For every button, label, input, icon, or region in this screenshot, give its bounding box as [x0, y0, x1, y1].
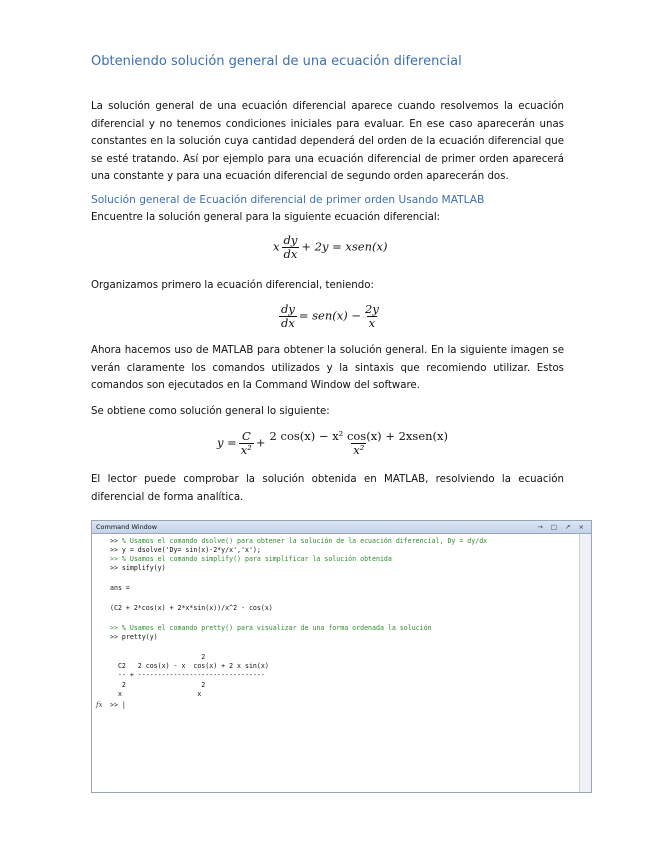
- window-controls[interactable]: → □ ↗ ×: [537, 523, 587, 531]
- page-title: Obteniendo solución general de una ecuación diferencial: [91, 54, 462, 69]
- pretty-output: x x: [110, 690, 202, 698]
- equation-2: [277, 303, 383, 330]
- equation-3: [217, 430, 452, 457]
- section-heading: Solución general de Ecuación diferencial de primer orden Usando MATLAB: [91, 194, 485, 206]
- command-prompt[interactable]: >> |: [110, 701, 126, 709]
- eq3-lead: y =: [217, 435, 237, 450]
- eq1-rest: + 2y = xsen(x): [301, 239, 388, 254]
- eq2-mid: = sen(x) −: [298, 308, 362, 323]
- solution-intro: Se obtiene como solución general lo siguiente:: [91, 406, 330, 417]
- matlab-command-window: [91, 520, 592, 793]
- cmd-line: >> simplify(y): [110, 564, 166, 572]
- pretty-output: 2 2: [110, 681, 206, 689]
- cmd-line: >> pretty(y): [110, 633, 158, 641]
- eq2-den: dx: [281, 316, 295, 330]
- command-window-title: Command Window: [96, 523, 158, 531]
- eq3-den1: x²: [240, 443, 252, 457]
- command-window-titlebar: [92, 521, 591, 534]
- comment-line: >> % Usamos el comando pretty() para visualizar de una forma ordenada la solución: [110, 624, 432, 632]
- eq3-num1: C: [241, 429, 251, 443]
- eq2-fraction-2: [363, 303, 381, 330]
- cmd-line: >> % Usamos el comando dsolve() para obtener la solución de la ecuación diferencial, Dy = dy/dx: [110, 537, 488, 545]
- intro-paragraph: La solución general de una ecuación diferencial aparece cuando resolvemos la ecuación diferencial y no tenemos condiciones iniciales para evaluar. En ese caso aparecerán unas constantes en la solución cuya cantidad dependerá del orden de la ecuación diferencial que se esté tratando. Así por ejemplo para una ecuación diferencial de primer orden aparecerá una constante y para una ecuación diferencial de segundo orden aparecerán dos.: [91, 101, 564, 182]
- eq2-num2: 2y: [365, 302, 379, 316]
- eq1-den: dx: [283, 247, 298, 261]
- matlab-paragraph: Ahora hacemos uso de MATLAB para obtener la solución general. En la siguiente imagen se verán claramente los comandos utilizados y la sintaxis que recomiendo utilizar. Estos comandos son ejecutados en la Command Window del software.: [91, 345, 564, 391]
- eq2-num: dy: [281, 302, 295, 316]
- eq3-num2: 2 cos(x) − x² cos(x) + 2xsen(x): [269, 429, 448, 443]
- pretty-output: -- + --------------------------------: [110, 671, 265, 679]
- fx-icon[interactable]: fx: [96, 701, 103, 709]
- ans-value: (C2 + 2*cos(x) + 2*x*sin(x))/x^2 - cos(x): [110, 604, 273, 612]
- equation-1: [273, 234, 387, 261]
- pretty-output: C2 2 cos(x) - x cos(x) + 2 x sin(x): [110, 662, 269, 670]
- command-window-body[interactable]: [92, 534, 579, 792]
- cmd-line: >> y = dsolve('Dy= sin(x)-2*y/x','x');: [110, 546, 261, 554]
- comment-line: >> % Usamos el comando simplify() para simplificar la solución obtenida: [110, 555, 392, 563]
- eq2-fraction-1: [279, 303, 297, 330]
- eq1-num: dy: [283, 233, 298, 247]
- vertical-scrollbar[interactable]: [579, 534, 591, 792]
- problem-statement: Encuentre la solución general para la siguiente ecuación diferencial:: [91, 212, 441, 223]
- eq2-den2: x: [368, 316, 376, 330]
- eq3-fraction-1: [239, 430, 254, 457]
- eq3-plus: +: [255, 435, 266, 450]
- closing-paragraph: El lector puede comprobar la solución obtenida en MATLAB, resolviendo la ecuación diferencial de forma analítica.: [91, 474, 564, 503]
- pretty-output: 2: [110, 653, 206, 661]
- organize-text: Organizamos primero la ecuación diferencial, teniendo:: [91, 280, 374, 291]
- eq3-den2: x²: [353, 443, 365, 457]
- eq3-fraction-2: [268, 430, 450, 457]
- comment-1: % Usamos el comando dsolve() para obtener la solución de la ecuación diferencial, Dy = dy/dx: [121, 537, 488, 545]
- eq1-fraction: [282, 234, 300, 261]
- eq1-lead: x: [273, 239, 280, 254]
- ans-label: ans =: [110, 584, 130, 592]
